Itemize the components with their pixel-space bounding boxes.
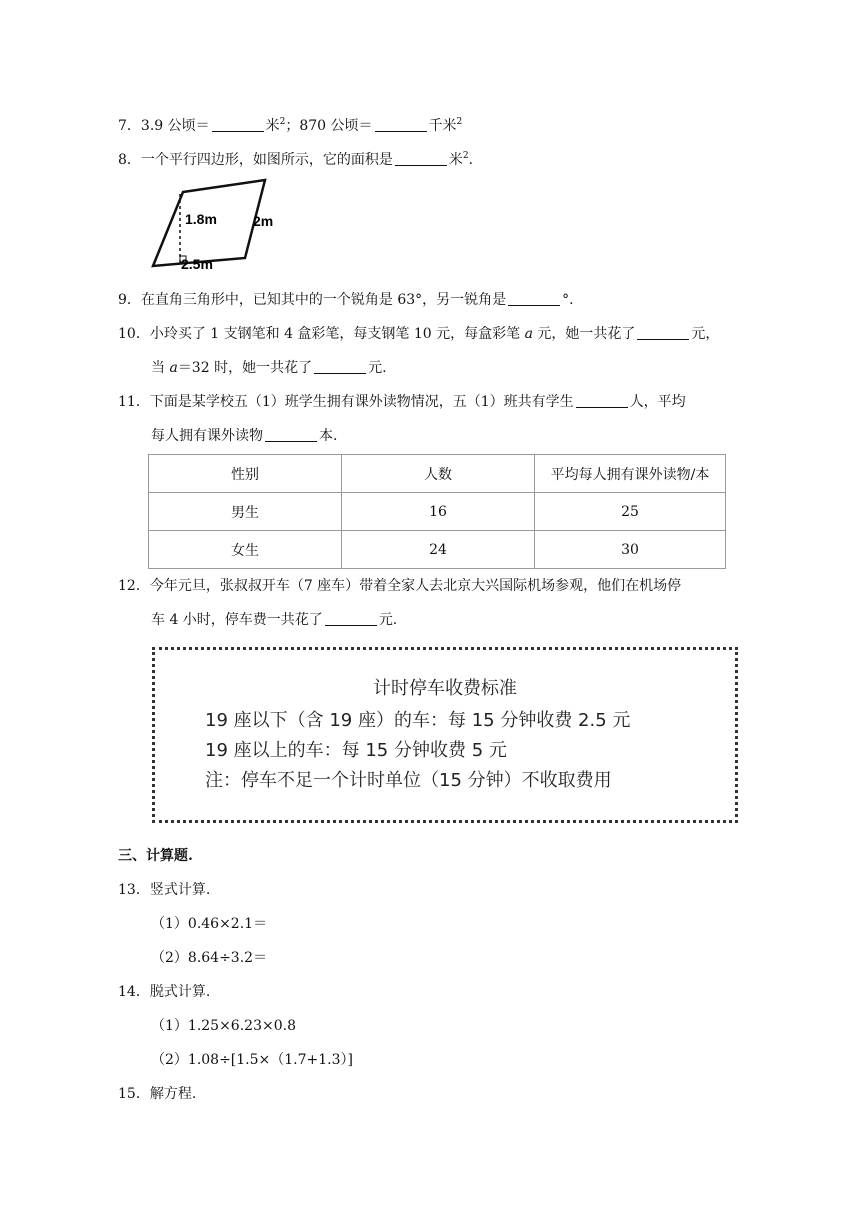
answer-blank [325, 611, 377, 626]
table-cell: 女生 [149, 531, 342, 569]
notice-line: 注：停车不足一个计时单位（15 分钟）不收取费用 [205, 770, 612, 791]
answer-blank [314, 359, 366, 374]
question-15-title: 15．解方程. [118, 1086, 197, 1102]
parking-fee-notice [152, 647, 738, 823]
table-row [149, 531, 726, 569]
answer-blank [637, 325, 689, 340]
question-11-line-2: 每人拥有课外读物 本. [151, 428, 338, 444]
question-10-line-1: 10．小玲买了 1 支钢笔和 4 盒彩笔，每支钢笔 10 元，每盒彩笔 a 元，她一共花了 元， [118, 326, 720, 342]
table-header: 平均每人拥有课外读物/本 [535, 455, 726, 493]
question-9: 9．在直角三角形中，已知其中的一个锐角是 63°，另一锐角是 °. [118, 292, 574, 308]
question-10-line-2: 当 a＝32 时，她一共花了 元. [151, 360, 387, 376]
table-row [149, 493, 726, 531]
notice-line: 19 座以上的车：每 15 分钟收费 5 元 [205, 740, 507, 761]
answer-blank [508, 291, 560, 306]
notice-line: 19 座以下（含 19 座）的车：每 15 分钟收费 2.5 元 [205, 710, 631, 731]
question-13-title: 13．竖式计算. [118, 882, 211, 898]
question-7: 7．3.9 公顷＝ 米$^2$；870 公顷＝ 千米$^2$ [118, 117, 463, 134]
answer-blank [375, 117, 427, 132]
base-label: 2.5m [181, 256, 213, 272]
question-8: 8．一个平行四边形，如图所示，它的面积是 米$^2$. [118, 151, 474, 168]
question-13-part-1: （1）0.46×2.1＝ [151, 916, 268, 932]
table-cell: 16 [342, 493, 535, 531]
question-14-title: 14．脱式计算. [118, 984, 211, 1000]
question-14-part-1: （1）1.25×6.23×0.8 [151, 1018, 296, 1034]
question-14-part-2: （2）1.08÷[1.5×（1.7+1.3）] [151, 1052, 353, 1068]
height-label: 1.8m [185, 211, 217, 227]
section-heading: 三、计算题. [118, 848, 193, 864]
answer-blank [265, 427, 317, 442]
answer-blank [576, 393, 628, 408]
answer-blank [395, 151, 447, 166]
notice-title: 计时停车收费标准 [373, 678, 517, 699]
question-12-line-1: 12．今年元旦，张叔叔开车（7 座车）带着全家人去北京大兴国际机场参观，他们在机场停 [118, 578, 682, 594]
table-cell: 25 [535, 493, 726, 531]
table-cell: 24 [342, 531, 535, 569]
table-header: 性别 [149, 455, 342, 493]
answer-blank [212, 117, 264, 132]
table-header-row [149, 455, 726, 493]
table-cell: 男生 [149, 493, 342, 531]
question-13-part-2: （2）8.64÷3.2＝ [151, 950, 268, 966]
question-11-line-1: 11．下面是某学校五（1）班学生拥有课外读物情况，五（1）班共有学生 人，平均 [118, 394, 686, 410]
table-cell: 30 [535, 531, 726, 569]
parallelogram-figure [149, 176, 274, 276]
table-header: 人数 [342, 455, 535, 493]
question-12-line-2: 车 4 小时，停车费一共花了 元. [151, 612, 398, 628]
reading-table [148, 454, 726, 569]
side-label: 2m [253, 213, 274, 229]
